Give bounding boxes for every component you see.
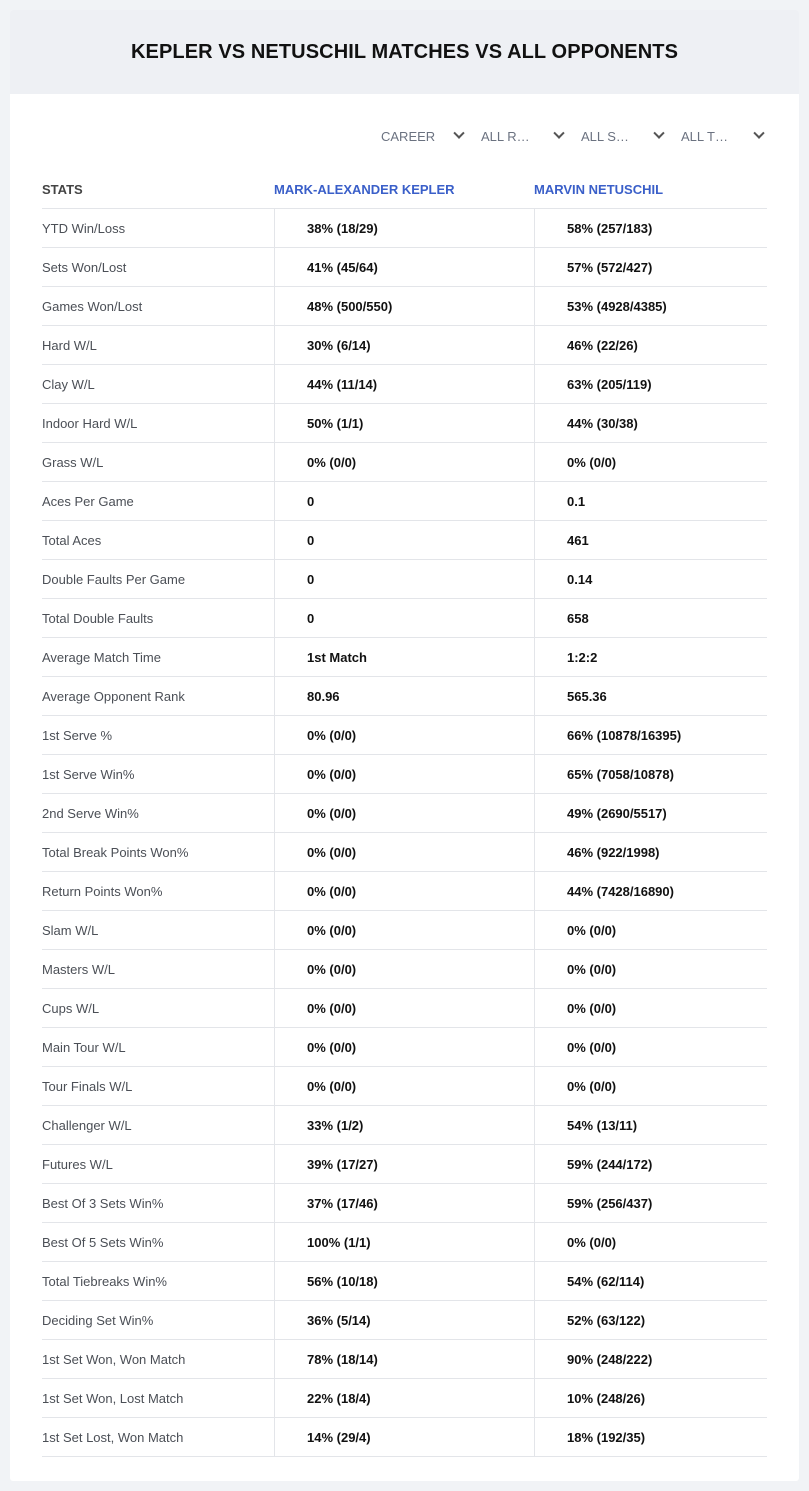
player2-value: 54% (13/11): [534, 1106, 767, 1144]
table-row: [42, 677, 767, 716]
player1-value: 0% (0/0): [274, 872, 534, 910]
player1-value: 39% (17/27): [274, 1145, 534, 1183]
stats-table: [42, 170, 767, 1457]
stat-label: 1st Serve Win%: [42, 766, 135, 782]
stat-label: Deciding Set Win%: [42, 1312, 154, 1328]
player1-value: 22% (18/4): [274, 1379, 534, 1417]
stat-label: Average Match Time: [42, 649, 161, 665]
stat-label: Challenger W/L: [42, 1117, 132, 1133]
player1-value: 0: [274, 599, 534, 637]
player1-value: 56% (10/18): [274, 1262, 534, 1300]
filter-label: CAREER: [381, 128, 436, 144]
player2-value: 54% (62/114): [534, 1262, 767, 1300]
stat-label: Indoor Hard W/L: [42, 415, 138, 431]
player2-value: 58% (257/183): [534, 209, 767, 247]
player2-value: 0.14: [534, 560, 767, 598]
player2-value: 0.1: [534, 482, 767, 520]
stat-label: Double Faults Per Game: [42, 571, 186, 587]
player1-value: 44% (11/14): [274, 365, 534, 403]
player1-value: 38% (18/29): [274, 209, 534, 247]
chevron-down-icon: [653, 128, 664, 139]
stat-label: Masters W/L: [42, 961, 115, 977]
table-row: [42, 1262, 767, 1301]
table-row: [42, 1028, 767, 1067]
table-row: [42, 287, 767, 326]
table-row: [42, 1418, 767, 1457]
player2-value: 1:2:2: [534, 638, 767, 676]
table-header: [42, 170, 767, 208]
player2-value: 59% (244/172): [534, 1145, 767, 1183]
filter-label: ALL T…: [681, 128, 728, 144]
stat-label: 1st Serve %: [42, 727, 113, 743]
stat-label: Best Of 5 Sets Win%: [42, 1234, 164, 1250]
player2-value: 57% (572/427): [534, 248, 767, 286]
player1-value: 0% (0/0): [274, 716, 534, 754]
filter-tournament-select[interactable]: [681, 126, 767, 146]
player1-value: 0% (0/0): [274, 833, 534, 871]
stat-label: 1st Set Won, Lost Match: [42, 1390, 184, 1406]
stat-label: Total Double Faults: [42, 610, 154, 626]
table-body: [42, 208, 767, 1457]
filter-round-select[interactable]: [481, 126, 567, 146]
stat-label: Slam W/L: [42, 922, 99, 938]
player2-value: 52% (63/122): [534, 1301, 767, 1339]
table-row: [42, 248, 767, 287]
table-row: [42, 872, 767, 911]
player2-value: 0% (0/0): [534, 443, 767, 481]
chevron-down-icon: [453, 128, 464, 139]
table-row: [42, 755, 767, 794]
stat-label: Hard W/L: [42, 337, 97, 353]
stats-card: [10, 10, 799, 1481]
player1-value: 0: [274, 560, 534, 598]
player1-value: 78% (18/14): [274, 1340, 534, 1378]
table-row: [42, 989, 767, 1028]
player2-value: 63% (205/119): [534, 365, 767, 403]
player2-value: 658: [534, 599, 767, 637]
player2-value: 565.36: [534, 677, 767, 715]
table-row: [42, 560, 767, 599]
chevron-down-icon: [553, 128, 564, 139]
player1-value: 0% (0/0): [274, 950, 534, 988]
table-row: [42, 599, 767, 638]
filter-label: ALL R…: [481, 128, 530, 144]
table-row: [42, 1379, 767, 1418]
player1-value: 0% (0/0): [274, 755, 534, 793]
player2-value: 18% (192/35): [534, 1418, 767, 1456]
player1-value: 33% (1/2): [274, 1106, 534, 1144]
player1-value: 37% (17/46): [274, 1184, 534, 1222]
stat-label: Total Tiebreaks Win%: [42, 1273, 167, 1289]
filter-label: ALL S…: [581, 128, 629, 144]
player2-link[interactable]: MARVIN NETUSCHIL: [534, 181, 664, 197]
stat-label: Aces Per Game: [42, 493, 134, 509]
player2-value: 65% (7058/10878): [534, 755, 767, 793]
stat-label: Total Aces: [42, 532, 102, 548]
player1-value: 14% (29/4): [274, 1418, 534, 1456]
stat-label: Clay W/L: [42, 376, 95, 392]
player1-value: 0% (0/0): [274, 1067, 534, 1105]
player2-value: 46% (22/26): [534, 326, 767, 364]
table-row: [42, 1067, 767, 1106]
player2-value: 66% (10878/16395): [534, 716, 767, 754]
stat-label: Futures W/L: [42, 1156, 113, 1172]
stat-label: Games Won/Lost: [42, 298, 143, 314]
player1-value: 0% (0/0): [274, 443, 534, 481]
player1-value: 0: [274, 482, 534, 520]
stat-label: Tour Finals W/L: [42, 1078, 133, 1094]
player1-value: 0% (0/0): [274, 794, 534, 832]
table-row: [42, 209, 767, 248]
filter-period-select[interactable]: [381, 126, 467, 146]
page-title: KEPLER VS NETUSCHIL MATCHES VS ALL OPPONENTS: [130, 40, 679, 63]
player1-value: 100% (1/1): [274, 1223, 534, 1261]
stat-label: Return Points Won%: [42, 883, 163, 899]
player2-value: 0% (0/0): [534, 911, 767, 949]
player1-value: 0% (0/0): [274, 1028, 534, 1066]
table-row: [42, 833, 767, 872]
player2-value: 53% (4928/4385): [534, 287, 767, 325]
player1-value: 48% (500/550): [274, 287, 534, 325]
player2-value: 0% (0/0): [534, 950, 767, 988]
table-row: [42, 638, 767, 677]
filter-bar: [381, 126, 767, 146]
player2-value: 59% (256/437): [534, 1184, 767, 1222]
stat-label: 2nd Serve Win%: [42, 805, 139, 821]
player2-value: 0% (0/0): [534, 1028, 767, 1066]
player1-value: 0: [274, 521, 534, 559]
player2-value: 49% (2690/5517): [534, 794, 767, 832]
player2-value: 461: [534, 521, 767, 559]
table-row: [42, 521, 767, 560]
player1-value: 36% (5/14): [274, 1301, 534, 1339]
table-row: [42, 404, 767, 443]
stat-label: Cups W/L: [42, 1000, 100, 1016]
stat-label: 1st Set Lost, Won Match: [42, 1429, 184, 1445]
stat-label: Best Of 3 Sets Win%: [42, 1195, 164, 1211]
player2-value: 0% (0/0): [534, 989, 767, 1027]
player2-value: 0% (0/0): [534, 1067, 767, 1105]
player2-value: 46% (922/1998): [534, 833, 767, 871]
table-row: [42, 1301, 767, 1340]
table-row: [42, 1340, 767, 1379]
table-row: [42, 443, 767, 482]
player1-value: 1st Match: [274, 638, 534, 676]
table-row: [42, 1184, 767, 1223]
player2-value: 90% (248/222): [534, 1340, 767, 1378]
player1-link[interactable]: MARK-ALEXANDER KEPLER: [274, 181, 455, 197]
table-row: [42, 911, 767, 950]
stat-label: YTD Win/Loss: [42, 220, 126, 236]
player1-value: 0% (0/0): [274, 989, 534, 1027]
player1-value: 0% (0/0): [274, 911, 534, 949]
table-row: [42, 794, 767, 833]
table-row: [42, 482, 767, 521]
stat-label: Total Break Points Won%: [42, 844, 189, 860]
player1-value: 50% (1/1): [274, 404, 534, 442]
chevron-down-icon: [753, 128, 764, 139]
player1-value: 80.96: [274, 677, 534, 715]
stat-label: Main Tour W/L: [42, 1039, 126, 1055]
table-row: [42, 365, 767, 404]
stat-label: Sets Won/Lost: [42, 259, 127, 275]
player2-value: 0% (0/0): [534, 1223, 767, 1261]
stats-column-header: STATS: [42, 181, 83, 197]
player2-value: 44% (7428/16890): [534, 872, 767, 910]
table-row: [42, 326, 767, 365]
player2-value: 44% (30/38): [534, 404, 767, 442]
player2-value: 10% (248/26): [534, 1379, 767, 1417]
stat-label: Grass W/L: [42, 454, 104, 470]
table-row: [42, 1223, 767, 1262]
stat-label: Average Opponent Rank: [42, 688, 185, 704]
player1-value: 30% (6/14): [274, 326, 534, 364]
card-header: [10, 10, 799, 94]
filter-surface-select[interactable]: [581, 126, 667, 146]
stat-label: 1st Set Won, Won Match: [42, 1351, 186, 1367]
table-row: [42, 1145, 767, 1184]
table-row: [42, 1106, 767, 1145]
player1-value: 41% (45/64): [274, 248, 534, 286]
table-row: [42, 716, 767, 755]
table-row: [42, 950, 767, 989]
